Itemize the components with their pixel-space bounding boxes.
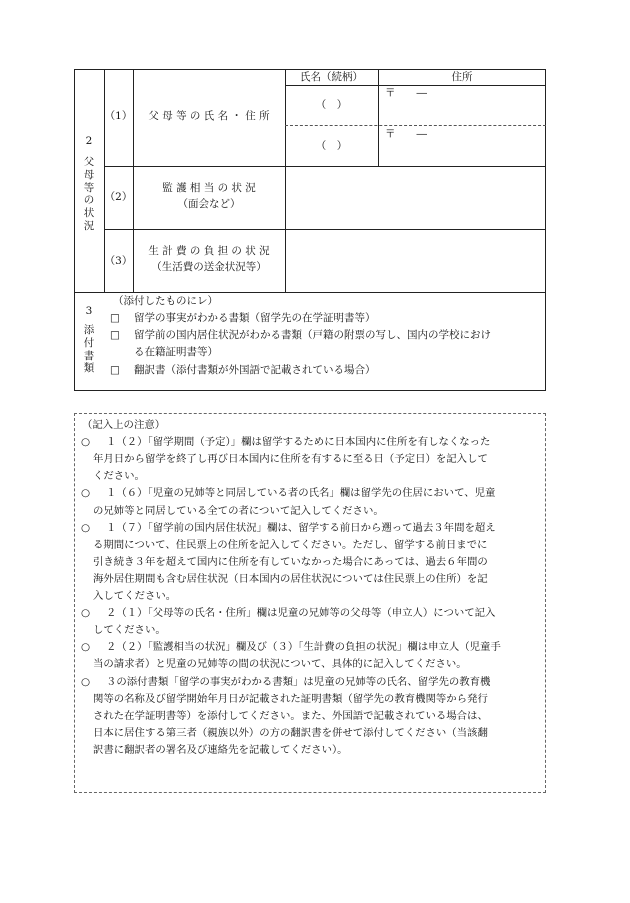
section-divider [74,292,546,293]
section2-title-char: 状 [83,207,95,220]
section3-intro: （添付したものにレ） [113,295,218,307]
table-border-left [74,69,75,391]
note-line: １（７）「留学前の国内居住状況」欄は、留学する前日から遡って過去３年間を超え [106,521,496,534]
notes-heading: （記入上の注意） [82,419,166,431]
row1-postal-2: 〒 ― [385,128,427,140]
header-name-col: 氏名（続柄） [300,71,363,83]
section2-title-char: 父 [83,156,95,168]
attachment-item-1: 留学の事実がわかる書類（留学先の在学証明書等） [134,312,376,324]
row-line-2 [104,166,546,167]
row-line-3 [104,229,546,230]
section3-title-char: 付 [83,336,95,349]
note-bullet: ○ [81,487,91,500]
checkbox-2[interactable]: □ [110,329,120,341]
note-bullet: ○ [81,607,91,620]
note-line: ２（２）「監護相当の状況」欄及び（３）「生計費の負担の状況」欄は申立人（児童手 [106,641,501,654]
note-line: ください。 [93,470,145,483]
note-line: 日本に居住する第三者（親族以外）の方の翻訳書を併せて添付してください（当該翻 [93,726,488,739]
header-line [285,85,546,86]
note-line: 関等の名称及び留学開始年月日が記載された証明書類（留学先の教育機関等から発行 [93,692,488,705]
section3-title-char: 添 [83,324,95,336]
note-line: １（６）「児童の兄姉等と同居している者の氏名」欄は留学先の住居において、児童 [106,487,496,500]
row2-label-line1: 監 護 相 当 の 状 況 [162,182,256,194]
row1-number: （1） [104,110,133,122]
section3-title [83,324,95,375]
section3-title-char: 類 [83,362,95,375]
row3-label-line1: 生 計 費 の 負 担 の 状 況 [148,245,270,257]
note-bullet: ○ [81,675,91,688]
row1-label: 父 母 等 の 氏 名 ・ 住 所 [148,110,270,122]
row1-postal-1: 〒 ― [385,87,427,99]
section2-title-char: 等 [83,181,95,194]
attachment-item-2-line1: 留学前の国内居住状況がわかる書類（戸籍の附票の写し、国内の学校におけ [134,329,491,341]
note-bullet: ○ [81,641,91,654]
row3-label-line2: （生活費の送金状況等） [151,261,267,273]
table-border-top [74,69,546,70]
note-line: ２（１）「父母等の氏名・住所」欄は児童の兄姉等の父母等（申立人）について記入 [106,607,496,620]
note-line: 入してください。 [93,590,177,602]
attachment-item-2-line2: る在籍証明書等） [134,346,218,358]
row2-label-line2: （面会など） [177,198,241,210]
note-line: １（２）「留学期間（予定）」欄は留学するために日本国内に住所を有しなくなった [106,436,491,449]
table-border-right [545,69,546,391]
attachment-item-3: 翻訳書（添付書類が外国語で記載されている場合） [134,364,376,376]
section2-title [83,156,95,233]
row1-paren-1: （ ） [315,99,348,111]
row1-paren-2: （ ） [315,140,348,152]
note-bullet: ○ [81,436,91,449]
row3-number: （3） [104,255,133,267]
note-line: ３の添付書類「留学の事実がわかる書類」は児童の兄姉等の氏名、留学先の教育機 [106,675,491,688]
checkbox-1[interactable]: □ [110,312,120,324]
note-line: 引き続き３年を超えて国内に住所を有していなかった場合にあっては、過去６年間の [93,555,488,568]
col-line-4 [378,69,379,166]
header-address-col: 住所 [451,71,473,83]
section3-title-char: 書 [83,349,95,362]
table-border-bottom [74,390,546,391]
note-line: 当の請求者）と児童の兄姉等の間の状況について、具体的に記入してください。 [93,658,467,671]
note-bullet: ○ [81,521,91,534]
section2-number: 2 [85,135,93,147]
checkbox-3[interactable]: □ [110,364,120,376]
col-line-2 [133,69,134,292]
row2-number: （2） [104,191,133,203]
note-line: る期間について、住民票上の住所を記入してください。ただし、留学する前日までに [93,538,488,551]
section2-title-char: 況 [83,219,95,232]
note-line: の兄姉等と同居している全ての者について記入してください。 [93,504,384,517]
note-line: された在学証明書等）を添付してください。また、外国語で記載されている場合は、 [93,709,488,722]
note-line: してください。 [93,624,166,637]
note-line: 訳書に翻訳者の署名及び連絡先を記載してください）。 [93,743,348,756]
note-line: 海外居住期間も含む居住状況（日本国内の居住状況については住民票上の住所）を記 [93,572,488,585]
section3-number: 3 [85,305,93,317]
section2-title-char: の [83,194,95,207]
section2-title-char: 母 [83,168,95,181]
row1-dashed-line [285,125,546,126]
note-line: 年月日から留学を終了し再び日本国内に住所を有するに至る日（予定日）を記入して [93,453,488,466]
